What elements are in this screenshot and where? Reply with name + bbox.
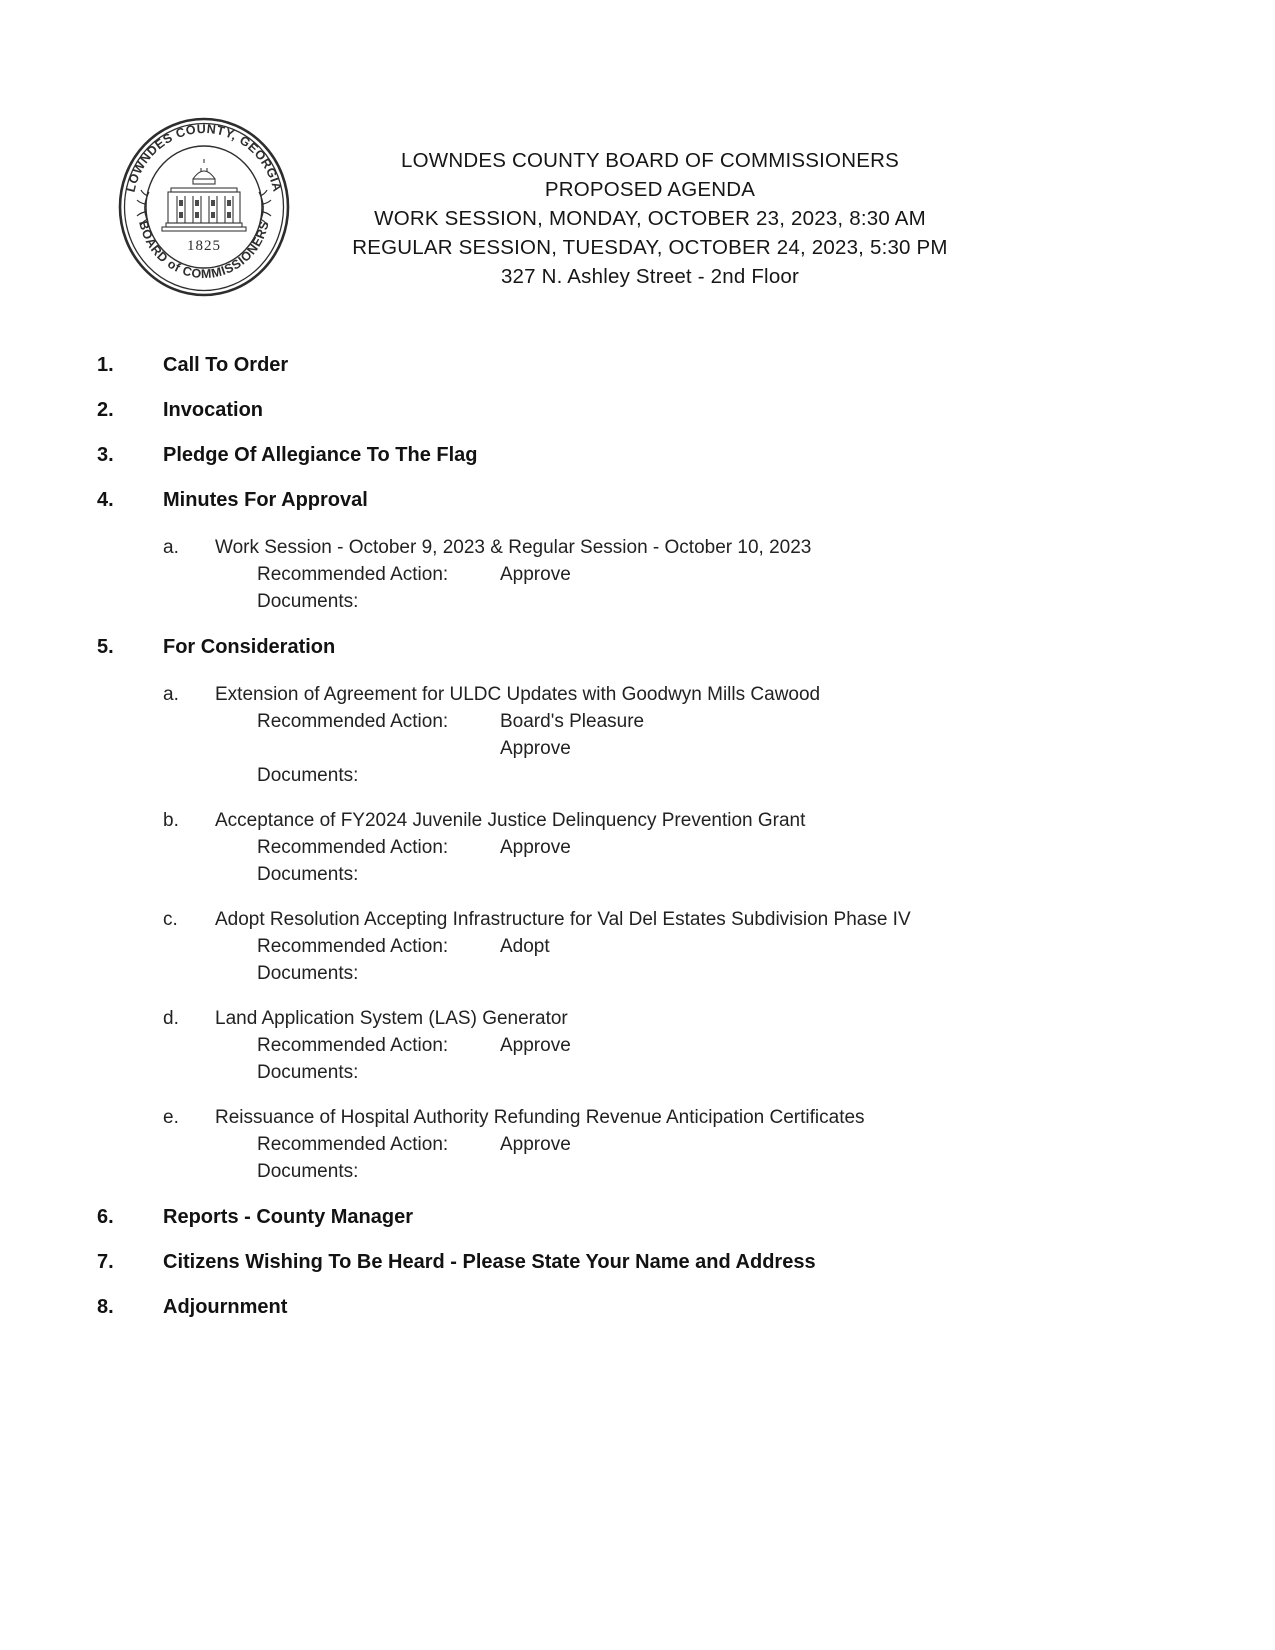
- subitem-list: [163, 513, 1177, 615]
- subitem-title: Acceptance of FY2024 Juvenile Justice Delinquency Prevention Grant: [215, 810, 806, 831]
- subitem-letter: d.: [163, 1008, 179, 1029]
- item-number: 5.: [97, 636, 114, 658]
- subitem-letter: c.: [163, 909, 178, 930]
- recommended-action-value: Approve: [500, 738, 571, 759]
- recommended-action-label-spacer: [257, 735, 500, 762]
- recommended-action-label: Recommended Action:: [257, 564, 449, 585]
- agenda-subitem-4a: [163, 534, 1177, 615]
- recommended-action-label: Recommended Action:: [257, 837, 449, 858]
- recommended-action-label: Recommended Action:: [257, 936, 449, 957]
- agenda-subitem-5c: [163, 906, 1177, 987]
- subitem-letter: a.: [163, 537, 179, 558]
- item-title: Adjournment: [163, 1296, 288, 1318]
- item-number: 7.: [97, 1251, 114, 1273]
- recommended-action-value: Approve: [500, 1134, 571, 1155]
- documents-label: Documents:: [257, 864, 359, 885]
- recommended-action-value: Approve: [500, 564, 571, 585]
- header-line-work-session: WORK SESSION, MONDAY, OCTOBER 23, 2023, 8:30 AM: [374, 207, 926, 230]
- recommended-action-value: Approve: [500, 1035, 571, 1056]
- header-line-address: 327 N. Ashley Street - 2nd Floor: [500, 265, 800, 288]
- item-number: 1.: [97, 354, 114, 376]
- documents-label: Documents:: [257, 963, 359, 984]
- item-title: Invocation: [163, 399, 264, 421]
- recommended-action-label: Recommended Action:: [257, 711, 449, 732]
- laurel-sprig-left: [137, 190, 149, 225]
- item-number: 6.: [97, 1206, 114, 1228]
- item-number: 2.: [97, 399, 114, 421]
- agenda-item-3: [97, 442, 1177, 468]
- item-title: Minutes For Approval: [163, 489, 368, 511]
- documents-label: Documents:: [257, 1161, 359, 1182]
- seal-bottom-text: BOARD of COMMISSIONERS: [136, 219, 272, 282]
- recommended-action-value: Board's Pleasure: [500, 711, 645, 732]
- agenda-subitem-5d: [163, 1005, 1177, 1086]
- agenda-item-6: [97, 1204, 1177, 1230]
- item-title: For Consideration: [163, 636, 336, 658]
- subitem-letter: b.: [163, 810, 179, 831]
- subitem-title: Reissuance of Hospital Authority Refunding Revenue Anticipation Certificates: [215, 1107, 865, 1128]
- county-seal-image: [117, 116, 291, 298]
- item-title: Call To Order: [163, 354, 289, 376]
- seal-top-text: LOWNDES COUNTY, GEORGIA: [123, 121, 285, 194]
- document-header: [295, 146, 1005, 291]
- subitem-letter: e.: [163, 1107, 179, 1128]
- recommended-action-label: Recommended Action:: [257, 1035, 449, 1056]
- subitem-title: Work Session - October 9, 2023 & Regular Session - October 10, 2023: [215, 537, 812, 558]
- agenda-subitem-5e: [163, 1104, 1177, 1185]
- header-line-agenda-title: PROPOSED AGENDA: [544, 178, 756, 201]
- county-seal: [117, 116, 291, 298]
- recommended-action-label: Recommended Action:: [257, 1134, 449, 1155]
- agenda-item-1: [97, 352, 1177, 378]
- header-line-regular-session: REGULAR SESSION, TUESDAY, OCTOBER 24, 2023, 5:30 PM: [352, 236, 948, 259]
- documents-label: Documents:: [257, 591, 359, 612]
- item-number: 3.: [97, 444, 114, 466]
- recommended-action-value: Approve: [500, 837, 571, 858]
- header-line-org: LOWNDES COUNTY BOARD OF COMMISSIONERS: [401, 149, 899, 172]
- seal-year: 1825: [187, 238, 221, 254]
- courthouse-icon: [162, 159, 246, 231]
- agenda-subitem-5a: [163, 681, 1177, 789]
- subitem-letter: a.: [163, 684, 179, 705]
- item-title: Reports - County Manager: [163, 1206, 414, 1228]
- svg-text:LOWNDES COUNTY, GEORGIA: [124, 122, 285, 194]
- laurel-sprig-right: [259, 190, 271, 225]
- subitem-list: [163, 660, 1177, 1185]
- item-number: 8.: [97, 1296, 114, 1318]
- recommended-action-value: Adopt: [500, 936, 550, 957]
- agenda-item-4: [97, 487, 1177, 615]
- agenda-item-5: [97, 634, 1177, 1185]
- documents-label: Documents:: [257, 765, 359, 786]
- item-title: Citizens Wishing To Be Heard - Please State Your Name and Address: [163, 1251, 816, 1273]
- agenda-subitem-5b: [163, 807, 1177, 888]
- subitem-title: Adopt Resolution Accepting Infrastructure for Val Del Estates Subdivision Phase IV: [215, 909, 911, 930]
- item-number: 4.: [97, 489, 114, 511]
- subitem-title: Land Application System (LAS) Generator: [215, 1008, 568, 1029]
- agenda-list: [97, 352, 1177, 1339]
- agenda-item-2: [97, 397, 1177, 423]
- agenda-item-8: [97, 1294, 1177, 1320]
- item-title: Pledge Of Allegiance To The Flag: [163, 444, 478, 466]
- subitem-title: Extension of Agreement for ULDC Updates with Goodwyn Mills Cawood: [215, 684, 821, 705]
- agenda-item-7: [97, 1249, 1177, 1275]
- documents-label: Documents:: [257, 1062, 359, 1083]
